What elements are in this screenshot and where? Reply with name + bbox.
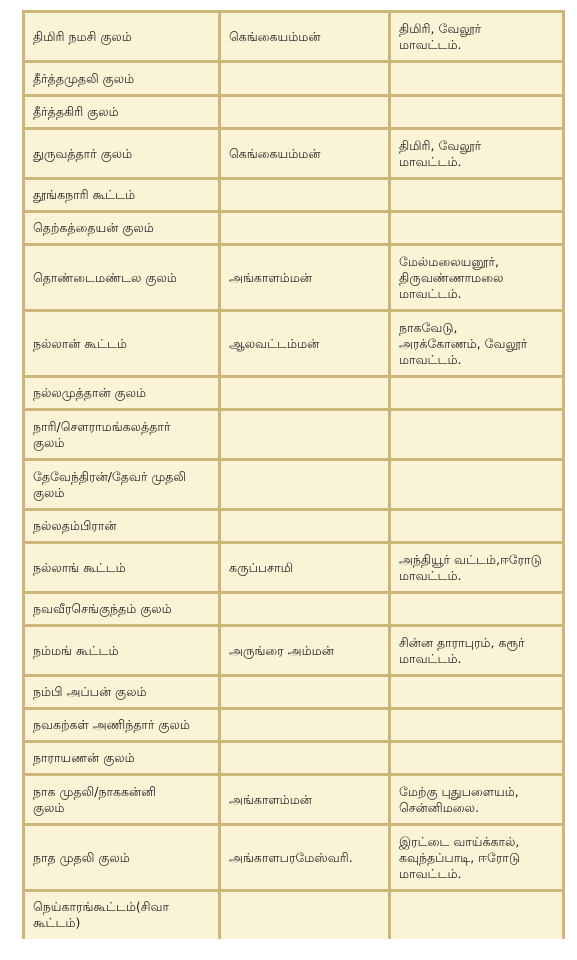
- table-row: [24, 510, 564, 543]
- place-cell: [390, 410, 564, 460]
- deity-cell: [220, 96, 390, 129]
- table-row: [24, 626, 564, 676]
- clan-name-cell: நவவீரசெங்குந்தம் குலம்: [24, 593, 220, 626]
- place-cell: [390, 742, 564, 775]
- table-row: [24, 742, 564, 775]
- clan-name-cell: தூங்கநாரி கூட்டம்: [24, 179, 220, 212]
- deity-cell: அருங்ரை அம்மன்: [220, 626, 390, 676]
- clan-name-cell: நாரி/சௌராமங்கலத்தார் குலம்: [24, 410, 220, 460]
- table-row: [24, 891, 564, 939]
- place-cell: [390, 676, 564, 709]
- clan-name-cell: நாராயணன் குலம்: [24, 742, 220, 775]
- clan-table-container: [22, 10, 562, 939]
- clan-name-cell: நாக முதலி/நாககன்னி குலம்: [24, 775, 220, 825]
- place-cell: [390, 460, 564, 510]
- place-cell: அந்தியூர் வட்டம்,ஈரோடு மாவட்டம்.: [390, 543, 564, 593]
- clan-table: [22, 10, 565, 939]
- clan-name-cell: நம்பி அப்பன் குலம்: [24, 676, 220, 709]
- table-row: [24, 245, 564, 311]
- place-cell: [390, 891, 564, 939]
- clan-name-cell: நாத முதலி குலம்: [24, 825, 220, 891]
- place-cell: மேல்மலையனூர், திருவண்ணாமலை மாவட்டம்.: [390, 245, 564, 311]
- place-cell: [390, 179, 564, 212]
- deity-cell: கெங்கையம்மன்: [220, 129, 390, 179]
- deity-cell: [220, 891, 390, 939]
- deity-cell: [220, 676, 390, 709]
- place-cell: [390, 593, 564, 626]
- place-cell: நாகவேடு, அரக்கோணம், வேலூர் மாவட்டம்.: [390, 311, 564, 377]
- table-row: [24, 311, 564, 377]
- clan-name-cell: தீர்த்தமுதலி குலம்: [24, 62, 220, 96]
- place-cell: [390, 510, 564, 543]
- clan-name-cell: நவகற்கள் அணிந்தார் குலம்: [24, 709, 220, 742]
- deity-cell: [220, 179, 390, 212]
- place-cell: திமிரி, வேலூர் மாவட்டம்.: [390, 12, 564, 62]
- deity-cell: ஆலவட்டம்மன்: [220, 311, 390, 377]
- deity-cell: [220, 460, 390, 510]
- table-row: [24, 593, 564, 626]
- clan-name-cell: திமிரி நமசி குலம்: [24, 12, 220, 62]
- place-cell: மேற்கு புதுபளையம், சென்னிமலை.: [390, 775, 564, 825]
- deity-cell: [220, 212, 390, 245]
- clan-name-cell: நல்லாங் கூட்டம்: [24, 543, 220, 593]
- clan-name-cell: நெய்காரங்கூட்டம்(சிவா கூட்டம்): [24, 891, 220, 939]
- deity-cell: கருப்பசாமி: [220, 543, 390, 593]
- clan-name-cell: நல்லமுத்தான் குலம்: [24, 377, 220, 410]
- table-row: [24, 62, 564, 96]
- place-cell: [390, 62, 564, 96]
- deity-cell: [220, 377, 390, 410]
- clan-name-cell: நம்மங் கூட்டம்: [24, 626, 220, 676]
- clan-name-cell: தொண்டைமண்டல குலம்: [24, 245, 220, 311]
- table-row: [24, 775, 564, 825]
- clan-name-cell: தெற்கத்தையன் குலம்: [24, 212, 220, 245]
- place-cell: சின்ன தாராபுரம், கரூர் மாவட்டம்.: [390, 626, 564, 676]
- deity-cell: [220, 62, 390, 96]
- deity-cell: கெங்கையம்மன்: [220, 12, 390, 62]
- deity-cell: [220, 709, 390, 742]
- deity-cell: அங்காளபரமேஸ்வரி.: [220, 825, 390, 891]
- deity-cell: [220, 410, 390, 460]
- table-row: [24, 676, 564, 709]
- clan-name-cell: துருவத்தார் குலம்: [24, 129, 220, 179]
- place-cell: திமிரி, வேலூர் மாவட்டம்.: [390, 129, 564, 179]
- table-row: [24, 410, 564, 460]
- table-row: [24, 96, 564, 129]
- clan-name-cell: தேவேந்திரன்/தேவர் முதலி குலம்: [24, 460, 220, 510]
- deity-cell: [220, 742, 390, 775]
- deity-cell: அங்காளம்மன்: [220, 775, 390, 825]
- place-cell: [390, 212, 564, 245]
- table-row: [24, 543, 564, 593]
- clan-name-cell: நல்லான் கூட்டம்: [24, 311, 220, 377]
- deity-cell: [220, 593, 390, 626]
- clan-name-cell: தீர்த்தகிரி குலம்: [24, 96, 220, 129]
- table-row: [24, 179, 564, 212]
- place-cell: இரட்டை வாய்க்கால், கவுந்தப்பாடி, ஈரோடு மாவட்டம்.: [390, 825, 564, 891]
- place-cell: [390, 96, 564, 129]
- table-row: [24, 460, 564, 510]
- table-row: [24, 377, 564, 410]
- deity-cell: [220, 510, 390, 543]
- table-row: [24, 212, 564, 245]
- table-row: [24, 709, 564, 742]
- table-row: [24, 129, 564, 179]
- place-cell: [390, 709, 564, 742]
- deity-cell: அங்காளம்மன்: [220, 245, 390, 311]
- clan-name-cell: நல்லதம்பிரான்: [24, 510, 220, 543]
- table-row: [24, 825, 564, 891]
- place-cell: [390, 377, 564, 410]
- table-row: [24, 12, 564, 62]
